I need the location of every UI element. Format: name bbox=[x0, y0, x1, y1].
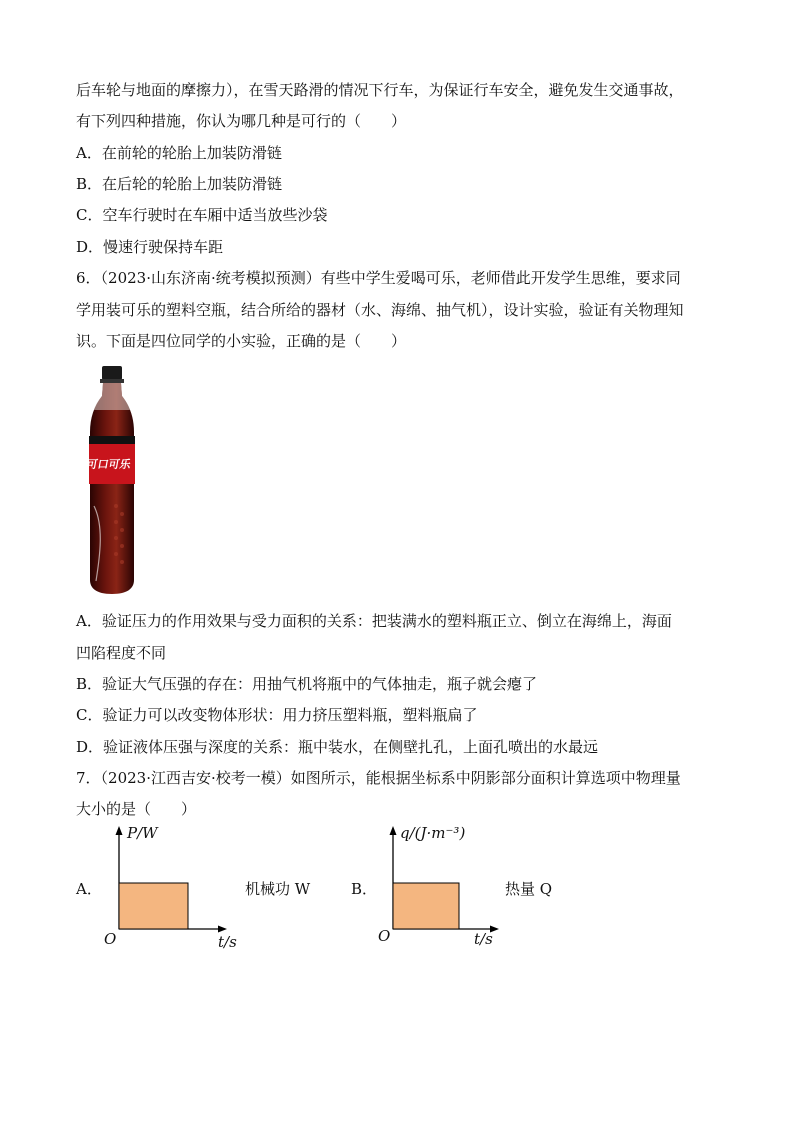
option-b-q5: B．在后轮的轮胎上加装防滑链 bbox=[76, 175, 283, 193]
y-axis-label-b: q/(J·m⁻³) bbox=[400, 824, 466, 842]
question-6-stem: 识。下面是四位同学的小实验，正确的是（ ） bbox=[76, 332, 407, 350]
option-c-q5: C．空车行驶时在车厢中适当放些沙袋 bbox=[76, 206, 328, 224]
x-axis-label-b: t/s bbox=[474, 930, 493, 948]
graph-a bbox=[100, 824, 250, 954]
option-a-q5: A．在前轮的轮胎上加装防滑链 bbox=[76, 144, 282, 162]
option-d-q5: D．慢速行驶保持车距 bbox=[76, 238, 224, 256]
option-d-q6: D．验证液体压强与深度的关系：瓶中装水，在侧壁扎孔，上面孔喷出的水最远 bbox=[76, 738, 599, 756]
option-a-q6-cont: 凹陷程度不同 bbox=[76, 644, 167, 662]
option-c-q6: C．验证力可以改变物体形状：用力挤压塑料瓶，塑料瓶扁了 bbox=[76, 706, 478, 724]
option-a-q6: A．验证压力的作用效果与受力面积的关系：把装满水的塑料瓶正立、倒立在海绵上，海面 bbox=[76, 612, 672, 630]
text-line: 后车轮与地面的摩擦力），在雪天路滑的情况下行车，为保证行车安全，避免发生交通事故， bbox=[76, 81, 684, 99]
shaded-area-a bbox=[119, 883, 188, 929]
option-b-q6: B．验证大气压强的存在：用抽气机将瓶中的气体抽走，瓶子就会瘪了 bbox=[76, 675, 538, 693]
origin-label-b: O bbox=[378, 927, 391, 945]
option-a-answer: 机械功 W bbox=[245, 880, 311, 898]
question-6-stem: 学用装可乐的塑料空瓶，结合所给的器材（水、海绵、抽气机），设计实验，验证有关物理知 bbox=[76, 301, 684, 319]
x-axis-label-a: t/s bbox=[218, 933, 237, 951]
option-b-answer: 热量 Q bbox=[505, 880, 553, 898]
question-6-stem: 6．（2023·山东济南·统考模拟预测）有些中学生爱喝可乐，老师借此开发学生思维，要求同 bbox=[76, 269, 681, 287]
cola-bottle-image bbox=[86, 366, 138, 596]
text-line: 有下列四种措施，你认为哪几种是可行的（ ） bbox=[76, 112, 407, 130]
svg-text:可口可乐: 可口可乐 bbox=[86, 458, 132, 471]
question-7-stem: 大小的是（ ） bbox=[76, 800, 197, 818]
origin-label-a: O bbox=[104, 930, 117, 948]
graph-b bbox=[374, 824, 524, 954]
option-b-letter: B． bbox=[351, 880, 378, 898]
question-7-stem: 7．（2023·江西吉安·校考一模）如图所示，能根据坐标系中阴影部分面积计算选项中物理量 bbox=[76, 769, 681, 787]
y-axis-label-a: P/W bbox=[127, 824, 158, 842]
option-a-letter: A． bbox=[76, 880, 102, 898]
shaded-area-b bbox=[393, 883, 459, 929]
